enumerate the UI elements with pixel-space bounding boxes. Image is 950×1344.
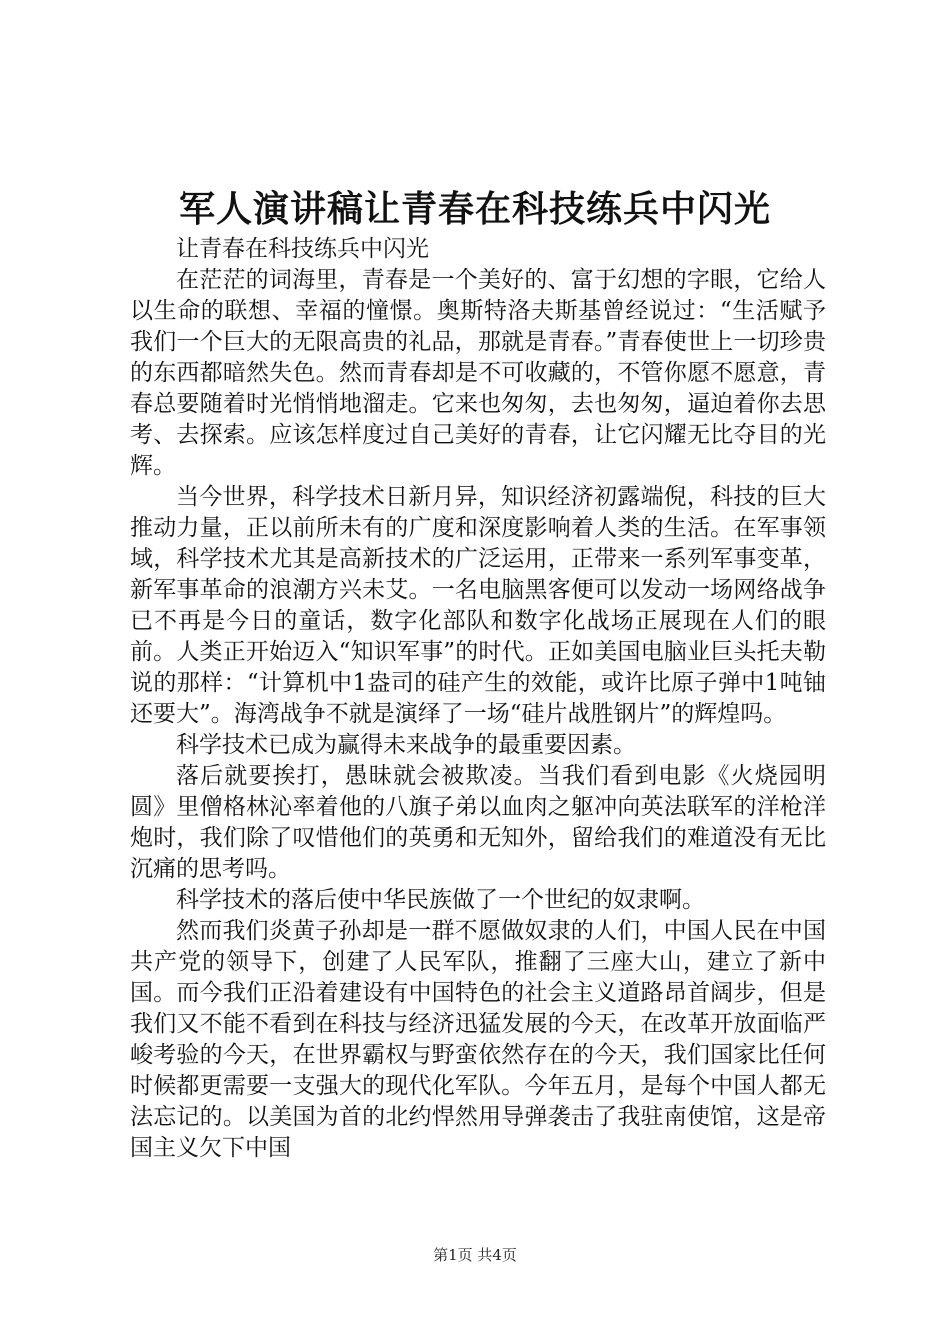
paragraph: 当今世界，科学技术日新月异，知识经济初露端倪，科技的巨大推动力量，正以前所未有的广度和深度影响着人类的生活。在军事领域，科学技术尤其是高新技术的广泛运用，正带来一系列军事变革，新军事革命的浪潮方兴未艾。一名电脑黑客便可以发动一场网络战争已不再是今日的童话，数字化部队和数字化战场正展现在人们的眼前。人类正开始迈入“知识军事”的时代。正如美国电脑业巨头托夫勒说的那样：“计算机中1盎司的硅产生的效能，或许比原子弹中1吨铀还要大”。海湾战争不就是演绎了一场“硅片战胜钢片”的辉煌吗。 xyxy=(130,484,826,727)
paragraph: 在茫茫的词海里，青春是一个美好的、富于幻想的字眼，它给人以生命的联想、幸福的憧憬。奥斯特洛夫斯基曾经说过：“生活赋予我们一个巨大的无限高贵的礼品，那就是青春。”青春使世上一切珍贵的东西都暗然失色。然而青春却是不可收藏的，不管你愿不愿意，青春总要随着时光悄悄地溜走。它来也匆匆，去也匆匆，逼迫着你去思考、去探索。应该怎样度过自己美好的青春，让它闪耀无比夺目的光辉。 xyxy=(130,267,826,479)
page-footer: 第1页 共4页 xyxy=(433,1246,517,1264)
page-title: 军人演讲稿让青春在科技练兵中闪光 xyxy=(178,188,771,230)
paragraph: 科学技术已成为赢得未来战争的最重要因素。 xyxy=(176,732,636,758)
paragraph: 落后就要挨打，愚昧就会被欺凌。当我们看到电影《火烧园明圆》里僧格林沁率着他的八旗子弟以血肉之躯冲向英法联军的洋枪洋炮时，我们除了叹惜他们的英勇和无知外，留给我们的难道没有无比沉痛的思考吗。 xyxy=(130,763,826,882)
paragraph: 科学技术的落后使中华民族做了一个世纪的奴隶啊。 xyxy=(176,887,705,913)
document-body xyxy=(130,234,826,1164)
paragraph: 然而我们炎黄子孙却是一群不愿做奴隶的人们，中国人民在中国共产党的领导下，创建了人民军队，推翻了三座大山，建立了新中国。而今我们正沿着建设有中国特色的社会主义道路昂首阔步，但是我们又不能不看到在科技与经济迅猛发展的今天，在改革开放面临严峻考验的今天，在世界霸权与野蛮依然存在的今天，我们国家比任何时候都更需要一支强大的现代化军队。今年五月，是每个中国人都无法忘记的。以美国为首的北约悍然用导弹袭击了我驻南使馆，这是帝国主义欠下中国 xyxy=(130,918,826,1161)
document-subtitle: 让青春在科技练兵中闪光 xyxy=(176,236,429,262)
